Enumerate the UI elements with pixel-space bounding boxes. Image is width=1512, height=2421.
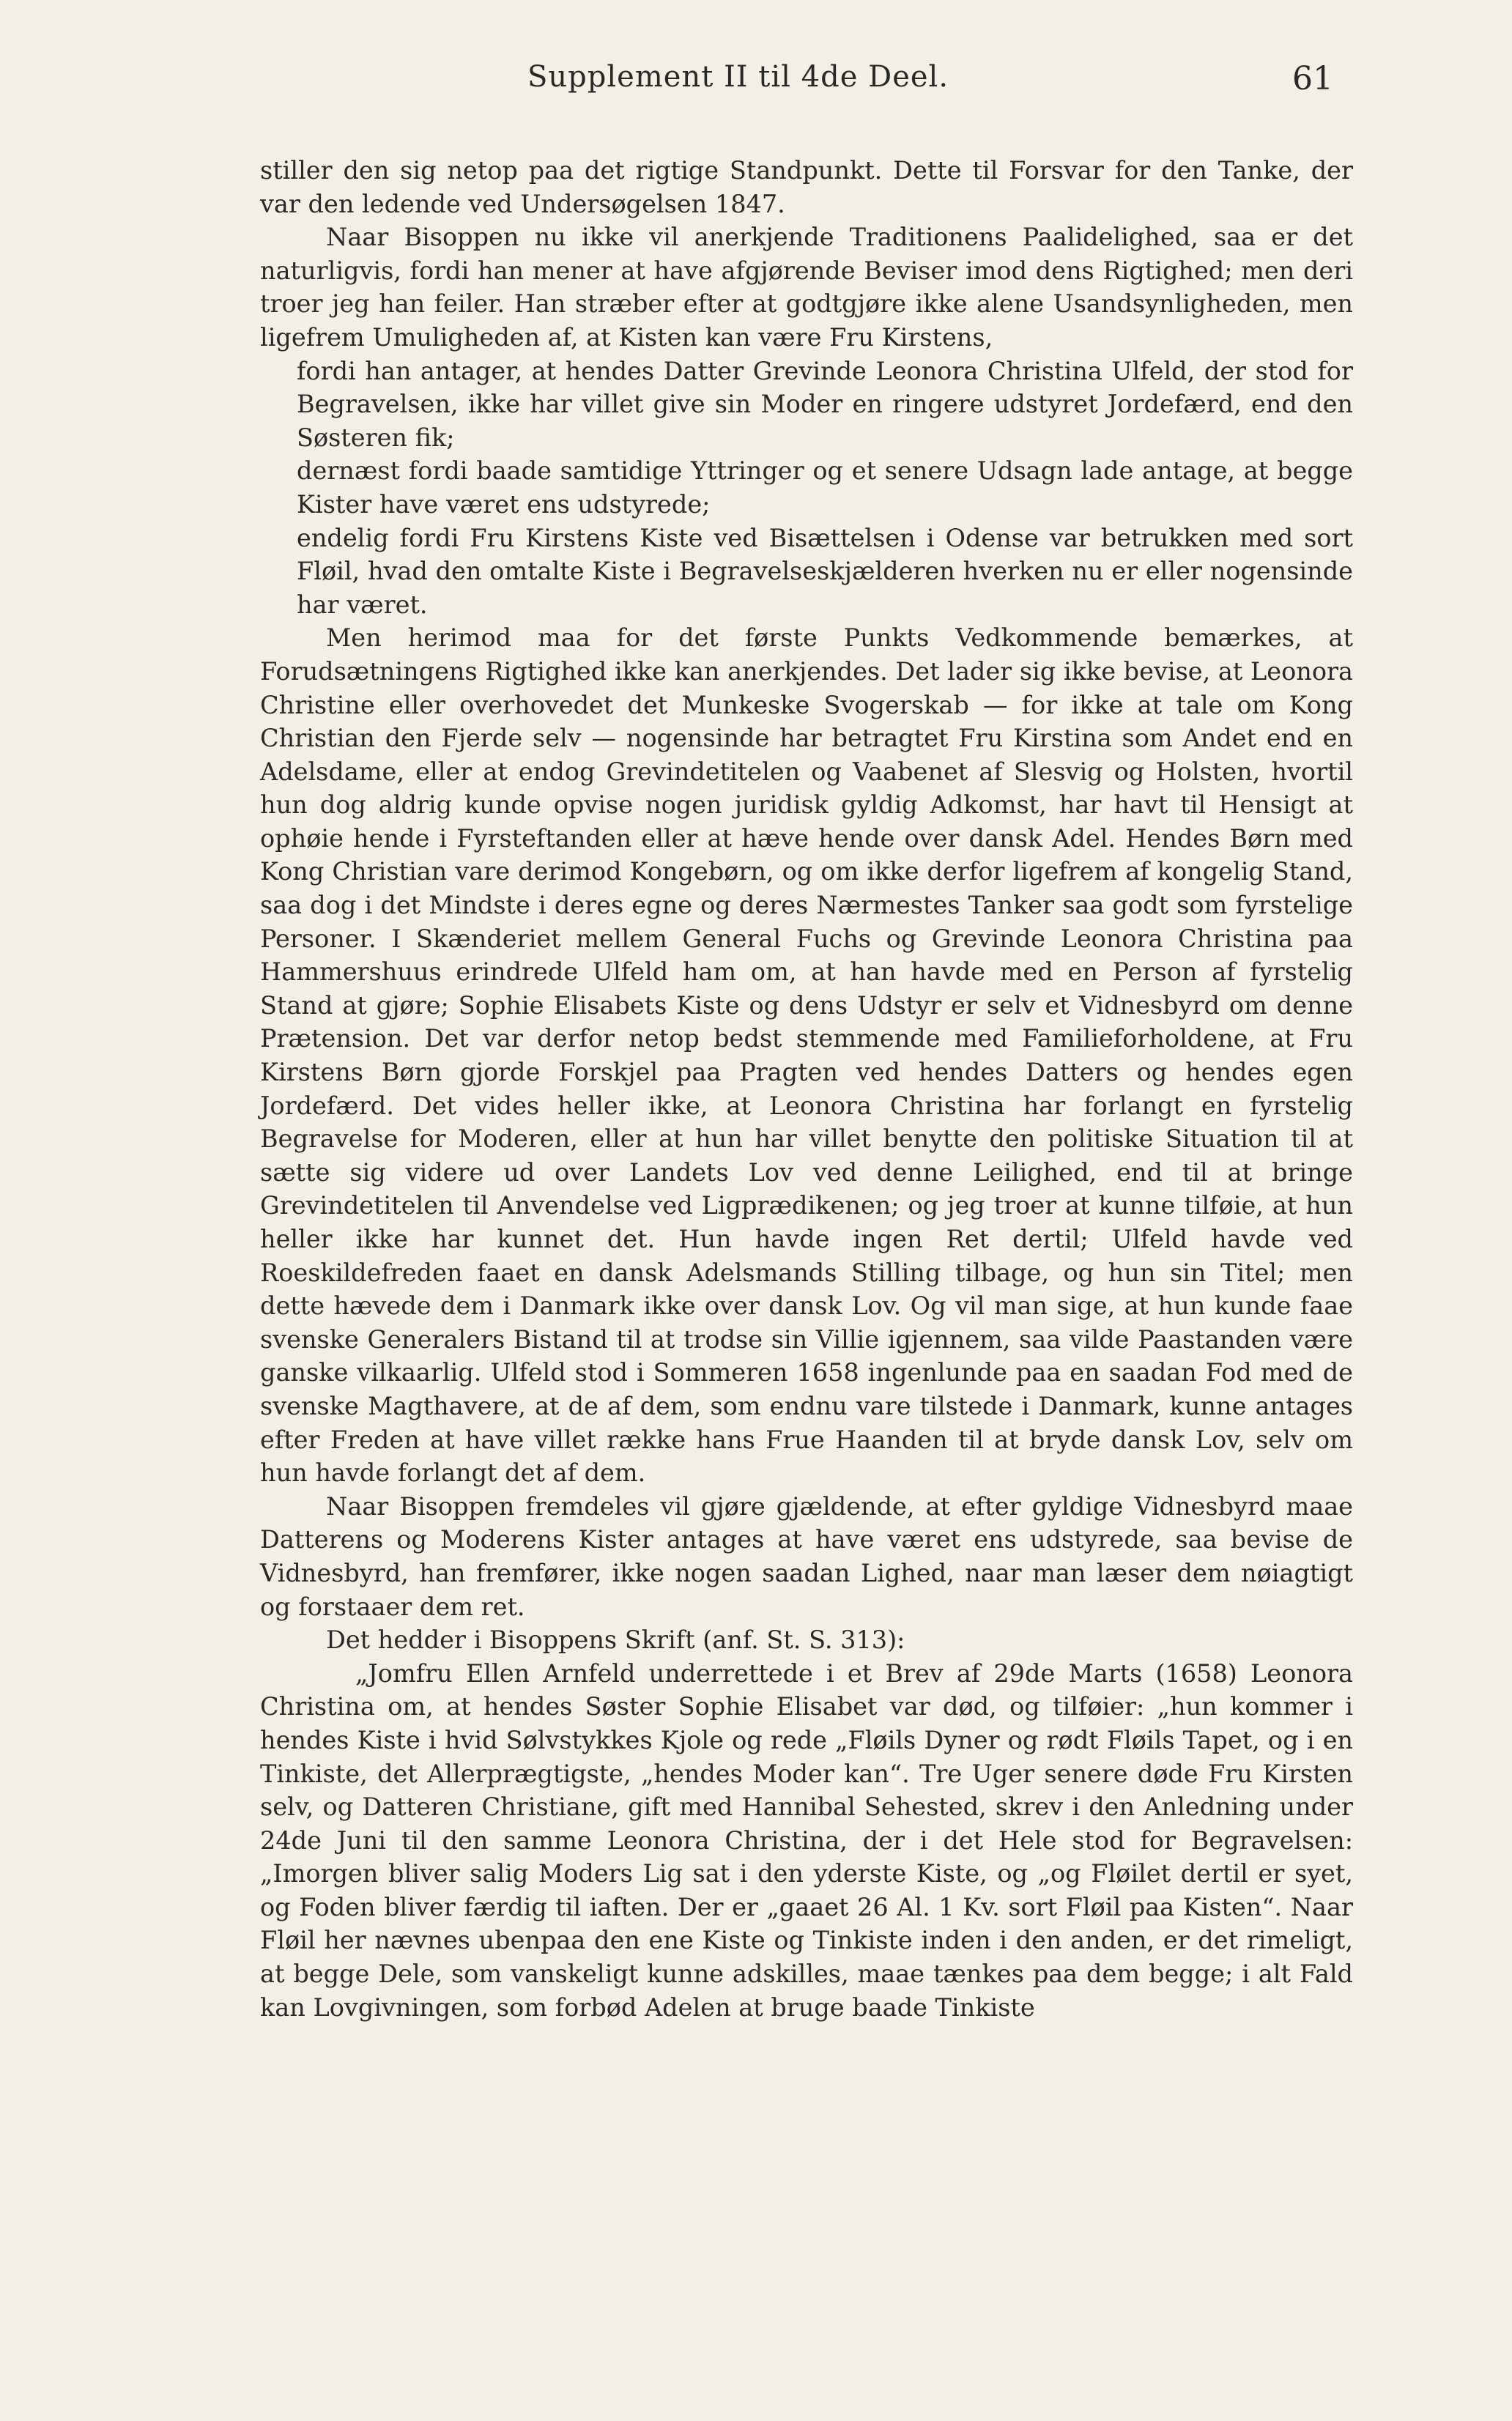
running-head: Supplement II til 4de Deel.	[527, 60, 949, 94]
argument-list	[260, 355, 1353, 622]
argument-item: dernæst fordi baade samtidige Yttringer og et senere Udsagn lade antage, at begge Kister have været ens udstyrede;	[297, 456, 1353, 519]
page-number: 61	[1292, 60, 1333, 97]
argument-item: endelig fordi Fru Kirstens Kiste ved Bisættelsen i Odense var betrukken med sort Fløil, hvad den omtalte Kiste i Begravelseskjælderen hverken nu er eller nogensinde har været.	[297, 523, 1353, 619]
body-text	[260, 154, 1353, 2024]
quotation: „Jomfru Ellen Arnfeld underrettede i et Brev af 29de Marts (1658) Leonora Christina om, at hendes Søster Sophie Elisabet var død, og tilføier: „hun kommer i hendes Kiste i hvid Sølvstykkes Kjole og rede „Fløils Dyner og rødt Fløils Tapet, og i en Tinkiste, det Allerprægtigste, „hendes Moder kan“. Tre Uger senere døde Fru Kirsten selv, og Datteren Christiane, gift med Hannibal Sehested, skrev i den Anledning under 24de Juni til den samme Leonora Christina, der i det Hele stod for Begravelsen: „Imorgen bliver salig Moders Lig sat i den yderste Kiste, og „og Fløilet dertil er syet, og Foden bliver færdig til iaften. Der er „gaaet 26 Al. 1 Kv. sort Fløil paa Kisten“. Naar Fløil her nævnes ubenpaa den ene Kiste og Tinkiste inden i den anden, er det rimeligt, at begge Dele, som vanskeligt kunne adskilles, maae tænkes paa dem begge; i alt Fald kan Lovgivningen, som forbød Adelen at bruge baade Tinkiste	[260, 1658, 1353, 2022]
page-header	[264, 60, 1333, 104]
paragraph: stiller den sig netop paa det rigtige Standpunkt. Dette til Forsvar for den Tanke, der var den ledende ved Undersøgelsen 1847.	[260, 156, 1353, 218]
paragraph: Men herimod maa for det første Punkts Vedkommende bemærkes, at Forudsætningens Rigtighed ikke kan anerkjendes. Det lader sig ikke bevise, at Leonora Christine eller overhovedet det Munkeske Svogerskab — for ikke at tale om Kong Christian den Fjerde selv — nogensinde har betragtet Fru Kirstina som Andet end en Adelsdame, eller at endog Grevindetitelen og Vaabenet af Slesvig og Holsten, hvortil hun dog aldrig kunde opvise nogen juridisk gyldig Adkomst, har havt til Hensigt at ophøie hende i Fyrsteftanden eller at hæve hende over dansk Adel. Hendes Børn med Kong Christian vare derimod Kongebørn, og om ikke derfor ligefrem af kongelig Stand, saa dog i det Mindste i deres egne og deres Nærmestes Tanker saa godt som fyrstelige Personer. I Skænderiet mellem General Fuchs og Grevinde Leonora Christina paa Hammershuus erindrede Ulfeld ham om, at han havde med en Person af fyrstelig Stand at gjøre; Sophie Elisabets Kiste og dens Udstyr er selv et Vidnesbyrd om denne Prætension. Det var derfor netop bedst stemmende med Familieforholdene, at Fru Kirstens Børn gjorde Forskjel paa Pragten ved hendes Datters og hendes egen Jordefærd. Det vides heller ikke, at Leonora Christina har forlangt en fyrstelig Begravelse for Moderen, eller at hun har villet benytte den politiske Situation til at sætte sig videre ud over Landets Lov ved denne Leilighed, end til at bringe Grevindetitelen til Anvendelse ved Ligprædikenen; og jeg troer at kunne tilføie, at hun heller ikke har kunnet det. Hun havde ingen Ret dertil; Ulfeld havde ved Roeskildefreden faaet en dansk Adelsmands Stilling tilbage, og hun sin Titel; men dette hævede dem i Danmark ikke over dansk Lov. Og vil man sige, at hun kunde faae svenske Generalers Bistand til at trodse sin Villie igjennem, saa vilde Paastanden være ganske vilkaarlig. Ulfeld stod i Sommeren 1658 ingenlunde paa en saadan Fod med de svenske Magthavere, at de af dem, som endnu vare tilstede i Danmark, kunne antages efter Freden at have villet række hans Frue Haanden til at bryde dansk Lov, selv om hun havde forlangt det af dem.	[260, 623, 1353, 1488]
paragraph: Naar Bisoppen nu ikke vil anerkjende Traditionens Paalidelighed, saa er det naturligvis, fordi han mener at have afgjørende Beviser imod dens Rigtighed; men deri troer jeg han feiler. Han stræber efter at godtgjøre ikke alene Usandsynligheden, men ligefrem Umuligheden af, at Kisten kan være Fru Kirstens,	[260, 223, 1353, 352]
paragraph: Det hedder i Bisoppens Skrift (anf. St. S. 313):	[326, 1625, 905, 1655]
argument-item: fordi han antager, at hendes Datter Grevinde Leonora Christina Ulfeld, der stod for Begravelsen, ikke har villet give sin Moder en ringere udstyret Jordefærd, end den Søsteren fik;	[297, 356, 1353, 452]
paragraph: Naar Bisoppen fremdeles vil gjøre gjældende, at efter gyldige Vidnesbyrd maae Datterens og Moderens Kister antages at have været ens udstyrede, saa bevise de Vidnesbyrd, han fremfører, ikke nogen saadan Lighed, naar man læser dem nøiagtigt og forstaaer dem ret.	[260, 1491, 1353, 1621]
